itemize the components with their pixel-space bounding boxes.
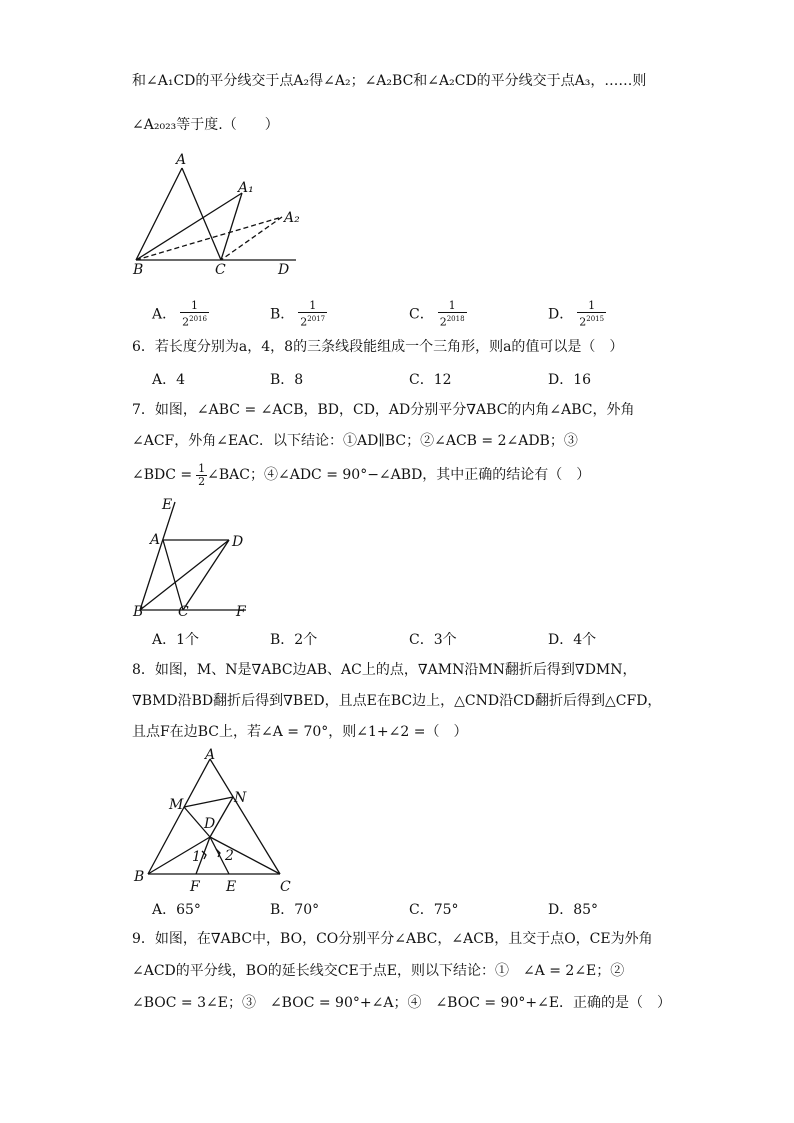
q6-option-a[interactable]: A．4	[152, 372, 186, 388]
q7-line3: ∠BDC = $\frac{1}{2}$ ∠BAC；④∠ADC = 90°−∠ABD，其中正确的结论有（ ）	[132, 461, 591, 488]
q8-options	[152, 899, 712, 919]
q7-option-d[interactable]: D．4个	[548, 632, 597, 648]
q5-label-a2: A₂	[284, 210, 300, 226]
q7-line-ac	[163, 540, 183, 610]
q8-option-a[interactable]: A．65°	[152, 902, 201, 918]
q7-line-be	[140, 502, 175, 610]
q7-line1: 7．如图，∠ABC = ∠ACB，BD，CD，AD分别平分∇ABC的内角∠ABC，外角	[132, 402, 635, 418]
q6-option-c[interactable]: C．12	[409, 372, 452, 388]
q5-label-c: C	[215, 262, 226, 278]
q8-label-a: A	[205, 747, 216, 763]
q9-line1: 9．如图，在∇ABC中，BO，CO分别平分∠ABC，∠ACB，且交于点O，CE为外角	[132, 931, 653, 947]
q5-label-d: D	[278, 262, 290, 278]
q5-option-d[interactable]: D． $\frac{1}{2^{2015}}$	[548, 299, 605, 329]
q5-line-ac	[182, 168, 221, 260]
q7-label-a: A	[150, 532, 161, 548]
q5-option-a[interactable]: A． $\frac{1}{2^{2016}}$	[152, 299, 207, 329]
q5-figure	[128, 150, 308, 278]
q5-label-a: A	[176, 152, 187, 168]
q5-line-ba1	[136, 193, 242, 260]
q8-label-c: C	[280, 879, 291, 893]
q5-line1: 和∠A₁CD的平分线交于点A₂得∠A₂；∠A₂BC和∠A₂CD的平分线交于点A₃，……则	[132, 73, 647, 89]
q7-label-c: C	[178, 604, 189, 620]
q5-line2: ∠A₂₀₂₃等于度.（ ）	[132, 117, 279, 133]
q7-option-b[interactable]: B．2个	[270, 632, 318, 648]
q5-option-c[interactable]: C． $\frac{1}{2^{2018}}$	[409, 299, 465, 329]
q7-label-d: D	[232, 534, 244, 550]
q8-label-d: D	[204, 816, 216, 832]
q5-line-ba2	[136, 217, 282, 260]
q7-option-c[interactable]: C．3个	[409, 632, 457, 648]
q7-figure	[128, 494, 258, 622]
q8-option-b[interactable]: B．70°	[270, 902, 320, 918]
q6-option-d[interactable]: D．16	[548, 372, 592, 388]
q7-option-a[interactable]: A．1个	[152, 632, 200, 648]
q8-line1: 8．如图，M、N是∇ABC边AB、AC上的点，∇AMN沿MN翻折后得到∇DMN，	[132, 662, 637, 678]
q7-line-bd	[140, 540, 229, 610]
q9-line3: ∠BOC = 3∠E；③ ∠BOC = 90°+∠A；④ ∠BOC = 90°+∠E．正确的是（ ）	[132, 995, 672, 1011]
q5-options	[152, 299, 712, 329]
q8-label-f: F	[190, 879, 200, 893]
q8-option-c[interactable]: C．75°	[409, 902, 459, 918]
q8-label-b: B	[134, 869, 145, 885]
q6-option-b[interactable]: B．8	[270, 372, 304, 388]
q7-line-cd	[183, 540, 229, 610]
q5-line-a1c	[221, 193, 242, 260]
q8-label-n: N	[234, 790, 247, 806]
q7-label-e: E	[162, 497, 173, 513]
q5-label-a1: A₁	[238, 180, 254, 196]
q7-label-b: B	[133, 604, 144, 620]
q5-label-b: B	[133, 262, 144, 278]
q8-line-mn	[184, 797, 233, 807]
q7-label-f: F	[236, 604, 246, 620]
q8-line2: ∇BMD沿BD翻折后得到∇BED，且点E在BC边上，△CND沿CD翻折后得到△CFD，	[132, 693, 662, 709]
q7-options	[152, 629, 712, 649]
q8-label-e: E	[226, 879, 237, 893]
q8-option-d[interactable]: D．85°	[548, 902, 599, 918]
q8-label-2: 2	[225, 848, 234, 864]
q6-stem: 6．若长度分别为a，4，8的三条线段能组成一个三角形，则a的值可以是（ ）	[132, 339, 624, 355]
q8-figure	[128, 745, 298, 893]
q8-line3: 且点F在边BC上，若∠A = 70°，则∠1+∠2 =（ ）	[132, 724, 468, 740]
q6-options	[152, 369, 712, 389]
q8-label-m: M	[169, 797, 184, 813]
q9-line2: ∠ACD的平分线，BO的延长线交CE于点E，则以下结论：① ∠A = 2∠E；②	[132, 963, 625, 979]
q5-option-b[interactable]: B． $\frac{1}{2^{2017}}$	[270, 299, 326, 329]
q7-line2: ∠ACF，外角∠EAC．以下结论：①AD∥BC；②∠ACB = 2∠ADB；③	[132, 433, 578, 449]
q5-line-a2c	[221, 217, 282, 260]
q8-label-1: 1	[192, 849, 201, 865]
